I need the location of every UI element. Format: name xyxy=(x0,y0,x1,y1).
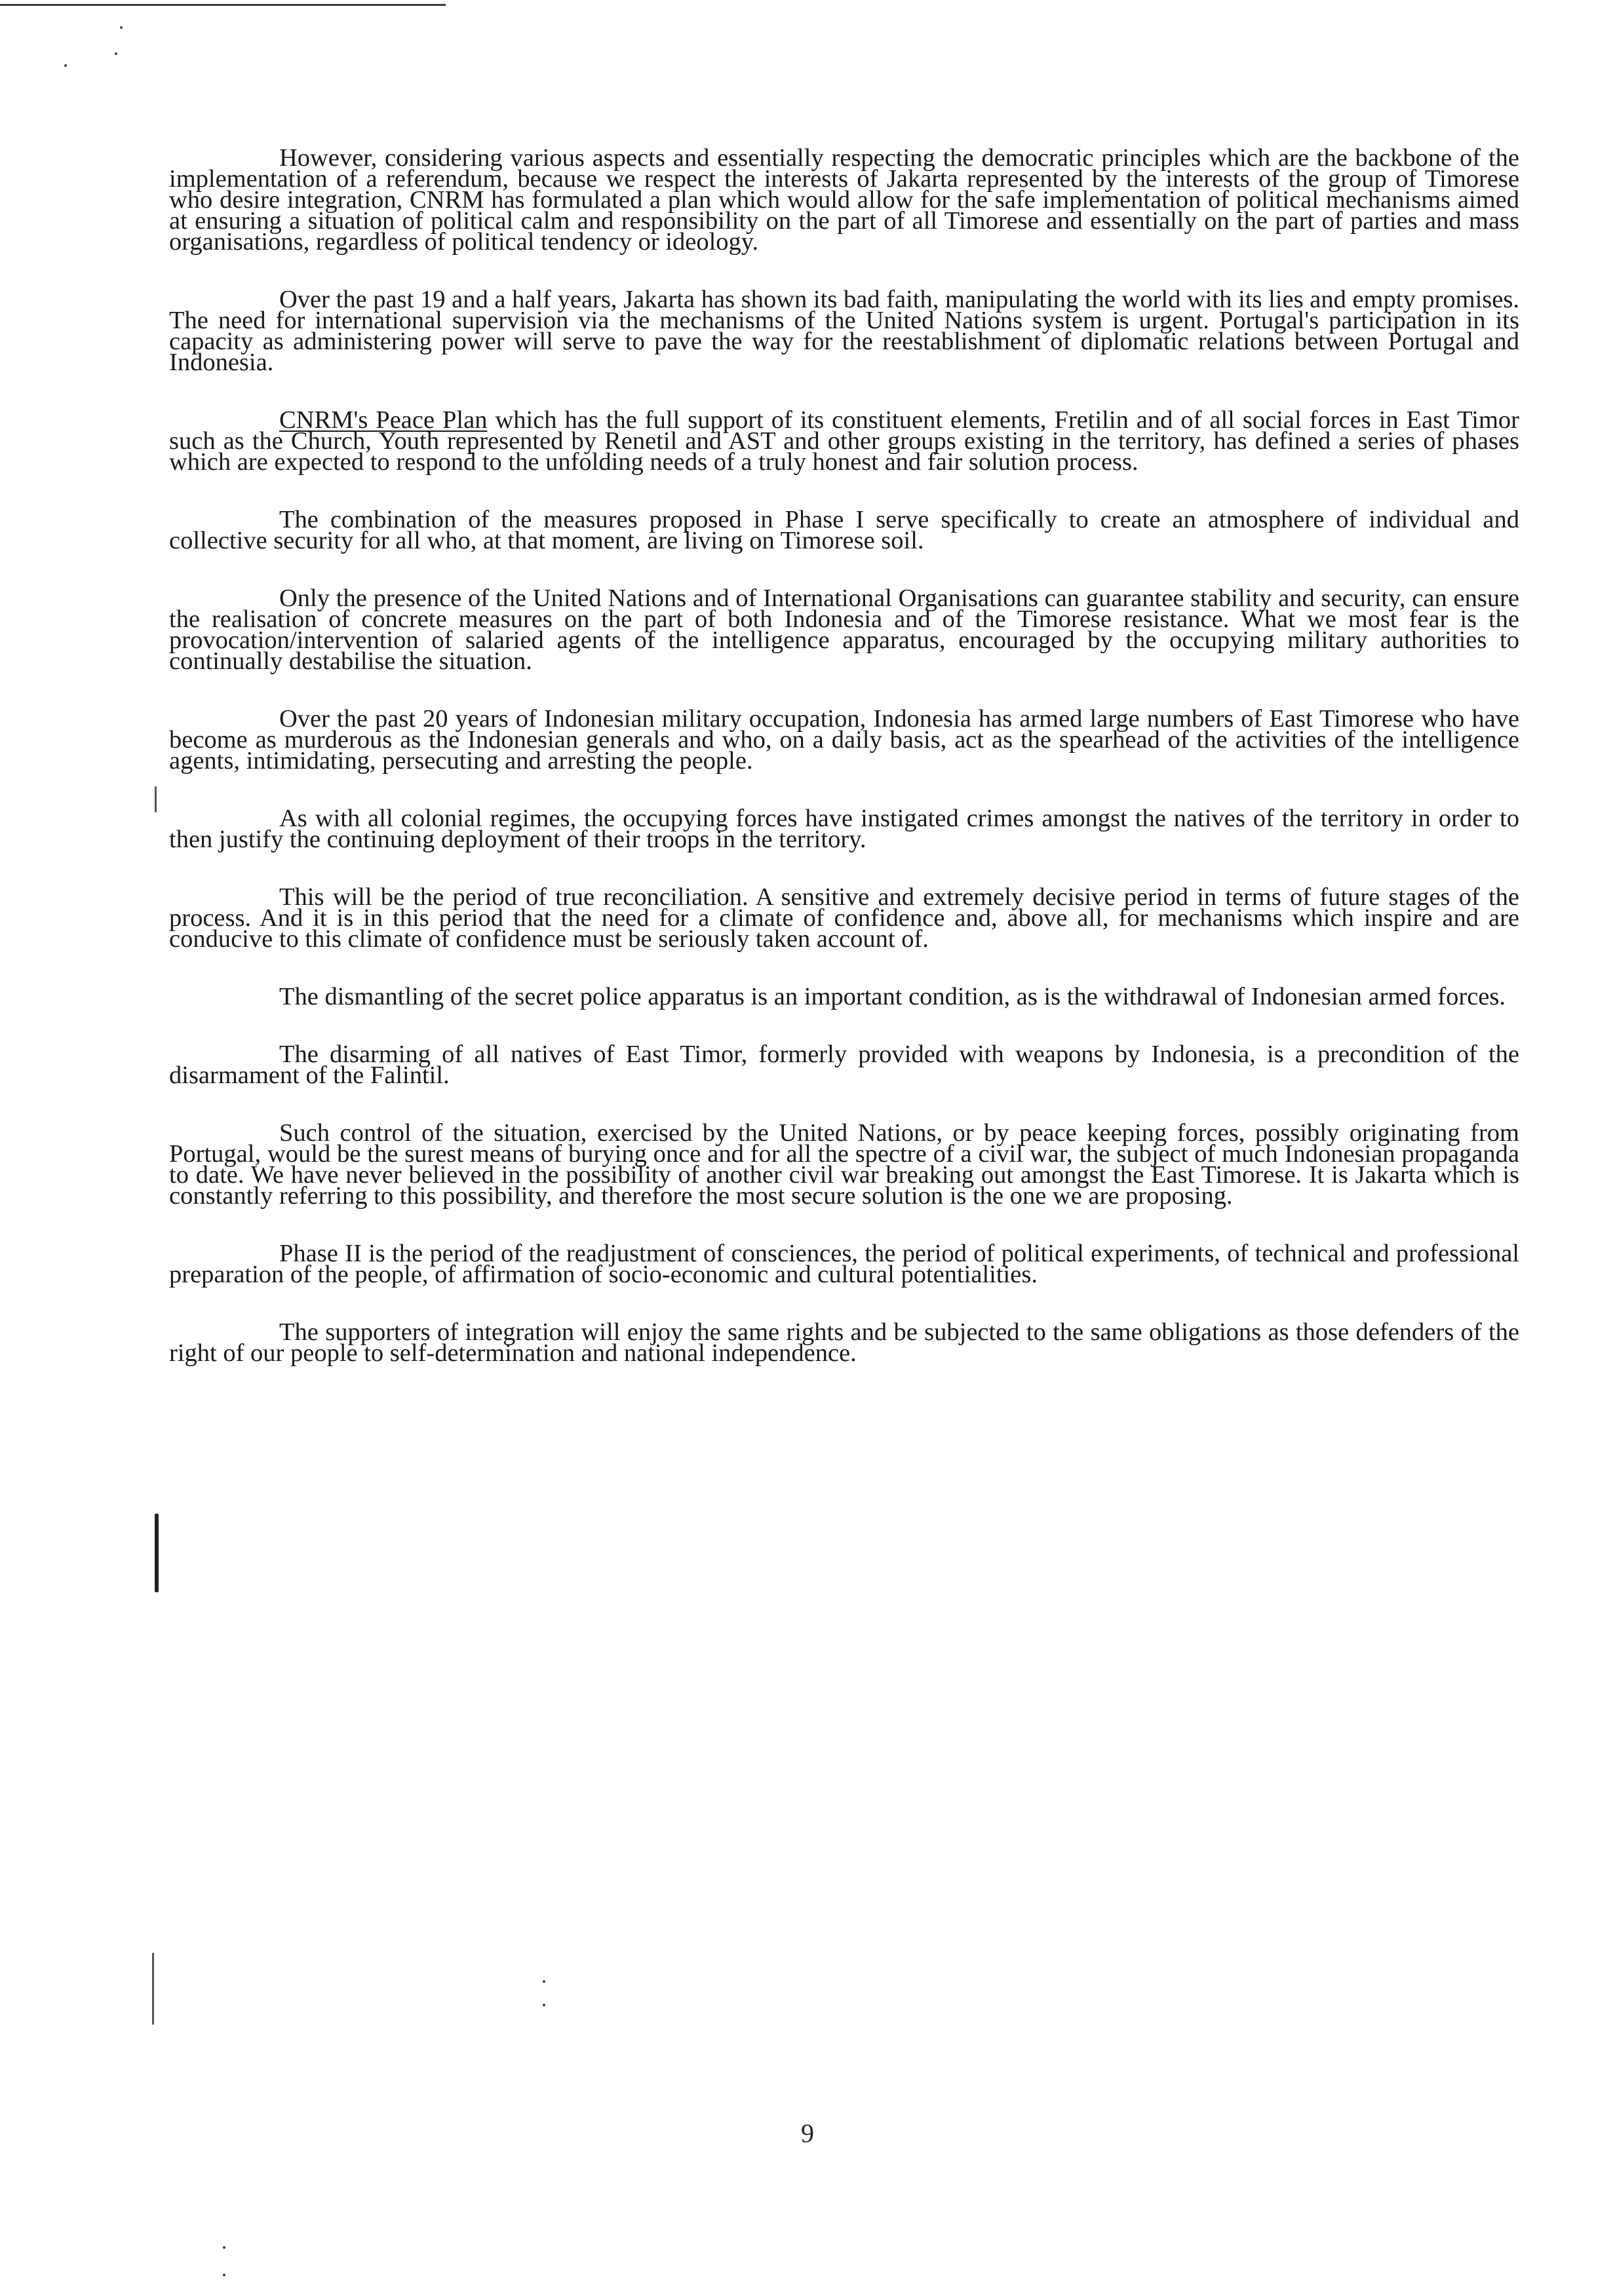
top-edge-rule xyxy=(0,4,446,6)
paragraph-text: which has the full support of its constituent elements, Fretilin and of all social forces in East Timor such as the Church, Youth represented by Renetil and AST and other groups existing in the territory, has defined a series of phases which are expected to respond to the unfolding needs of a truly honest and fair solution process. xyxy=(169,406,1519,476)
paragraph: The disarming of all natives of East Timor, formerly provided with weapons by Indonesia, is a precondition of the disarmament of the Falintil. xyxy=(169,1041,1519,1089)
margin-mark xyxy=(152,1953,154,2025)
paragraph: Phase II is the period of the readjustment of consciences, the period of political experiments, of technical and professional preparation of the people, of affirmation of socio-economic and cultural potentialities. xyxy=(169,1240,1519,1288)
paragraph: However, considering various aspects and essentially respecting the democratic principles which are the backbone of the implementation of a referendum, because we respect the interests of Jakarta represented by the interests of the group of Timorese who desire integration, CNRM has formulated a plan which would allow for the safe implementation of political mechanisms aimed at ensuring a situation of political calm and responsibility on the part of all Timorese and essentially on the part of parties and mass organisations, regardless of political tendency or ideology. xyxy=(169,144,1519,256)
paragraph: The dismantling of the secret police apparatus is an important condition, as is the withdrawal of Indonesian armed forces. xyxy=(279,983,1506,1010)
paragraph xyxy=(169,406,1519,476)
scan-speck xyxy=(543,2004,545,2006)
scan-speck xyxy=(223,2274,225,2276)
document-body xyxy=(169,144,1519,1400)
paragraph: The combination of the measures proposed in Phase I serve specifically to create an atmosphere of individual and collective security for all who, at that moment, are living on Timorese soil. xyxy=(169,506,1519,554)
scan-speck xyxy=(120,26,123,29)
page-number: 9 xyxy=(801,2118,814,2148)
paragraph: Over the past 20 years of Indonesian military occupation, Indonesia has armed large numbers of East Timorese who have become as murderous as the Indonesian generals and who, on a daily basis, act as the spearhead of the activities of the intelligence agents, intimidating, persecuting and arresting the people. xyxy=(169,705,1519,775)
paragraph: Such control of the situation, exercised by the United Nations, or by peace keeping forces, possibly originating from Portugal, would be the surest means of burying once and for all the spectre of a civil war, the subject of much Indonesian propaganda to date. We have never believed in the possibility of another civil war breaking out amongst the East Timorese. It is Jakarta which is constantly referring to this possibility, and therefore the most secure solution is the one we are proposing. xyxy=(169,1119,1519,1210)
margin-mark xyxy=(155,786,157,813)
margin-mark xyxy=(155,1514,159,1592)
scan-speck xyxy=(223,2246,225,2249)
scan-speck xyxy=(115,52,117,55)
paragraph: This will be the period of true reconciliation. A sensitive and extremely decisive period in terms of future stages of the process. And it is in this period that the need for a climate of confidence and, above all, for mechanisms which inspire and are conducive to this climate of confidence must be seriously taken account of. xyxy=(169,883,1519,953)
paragraph: The supporters of integration will enjoy the same rights and be subjected to the same obligations as those defenders of the right of our people to self-determination and national independence. xyxy=(169,1318,1519,1367)
paragraph: Only the presence of the United Nations and of International Organisations can guarantee stability and security, can ensure the realisation of concrete measures on the part of both Indonesia and of the Timorese resistance. What we most fear is the provocation/intervention of salaried agents of the intelligence apparatus, encouraged by the occupying military authorities to continually destabilise the situation. xyxy=(169,584,1519,675)
scan-speck xyxy=(543,1980,545,1983)
peace-plan-heading: CNRM's Peace Plan xyxy=(279,406,488,434)
scan-speck xyxy=(64,64,67,67)
paragraph: As with all colonial regimes, the occupying forces have instigated crimes amongst the natives of the territory in order to then justify the continuing deployment of their troops in the territory. xyxy=(169,805,1519,853)
paragraph: Over the past 19 and a half years, Jakarta has shown its bad faith, manipulating the world with its lies and empty promises. The need for international supervision via the mechanisms of the United Nations system is urgent. Portugal's participation in its capacity as administering power will serve to pave the way for the reestablishment of diplomatic relations between Portugal and Indonesia. xyxy=(169,286,1519,376)
